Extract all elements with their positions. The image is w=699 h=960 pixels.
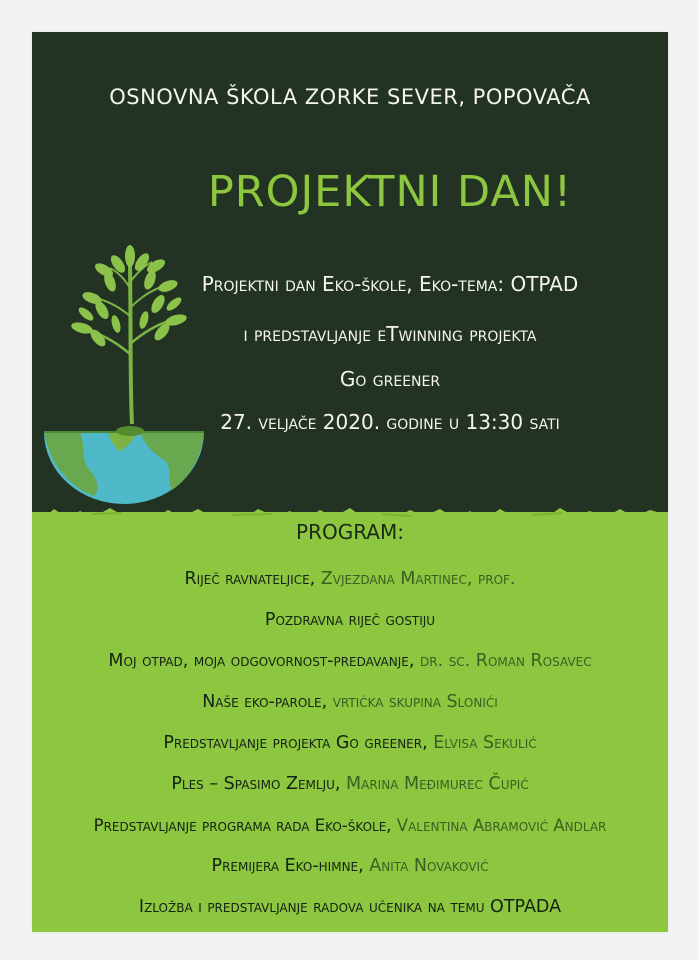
program-person: Marina Međimurec Čupić — [346, 774, 529, 794]
program-activity: Riječ ravnateljice, — [184, 569, 321, 589]
program-activity: Premijera Eko-himne, — [211, 856, 370, 876]
program-person: vrtićka skupina Slonići — [332, 692, 498, 712]
subtitle-line-1: Projektni dan Eko-škole, Eko-tema: OTPAD — [201, 272, 579, 296]
program-item — [32, 887, 668, 928]
program-person: Anita Novaković — [369, 856, 489, 876]
school-name: OSNOVNA ŠKOLA ZORKE SEVER, POPOVAČA — [109, 85, 591, 109]
program-list — [32, 559, 668, 928]
event-poster — [32, 32, 668, 932]
program-item — [32, 682, 668, 723]
program-activity: Predstavljanje projekta Go greener, — [163, 733, 434, 753]
program-activity: Ples – Spasimo Zemlju, — [171, 774, 347, 794]
program-activity: Naše eko-parole, — [202, 692, 333, 712]
program-activity: Predstavljanje programa rada Eko-škole, — [93, 816, 397, 835]
program-title: PROGRAM: — [296, 520, 404, 544]
headline: PROJEKTNI DAN! — [207, 167, 573, 217]
program-item — [32, 723, 668, 764]
program-item — [32, 641, 668, 682]
tree-on-globe-icon — [40, 224, 206, 504]
event-date: 27. veljače 2020. godine u 13:30 sati — [220, 410, 560, 434]
program-item — [32, 805, 668, 846]
program-item — [32, 846, 668, 887]
program-person: Elvisa Sekulić — [433, 733, 537, 753]
program-item — [32, 764, 668, 805]
program-item — [32, 559, 668, 600]
subtitle-line-3: Go greener — [339, 367, 441, 391]
subtitle-line-2: i predstavljanje eTwinning projekta — [243, 322, 537, 346]
program-person: Valentina Abramović Andlar — [396, 816, 607, 835]
program-activity: Moj otpad, moja odgovornost-predavanje, — [108, 651, 420, 671]
program-item — [32, 600, 668, 641]
program-activity: Pozdravna riječ gostiju — [264, 610, 436, 630]
program-activity: Izložba i predstavljanje radova učenika na temu OTPADA — [138, 897, 562, 917]
program-person: Zvjezdana Martinec, prof. — [320, 569, 516, 589]
program-person: dr. sc. Roman Rosavec — [419, 651, 592, 671]
